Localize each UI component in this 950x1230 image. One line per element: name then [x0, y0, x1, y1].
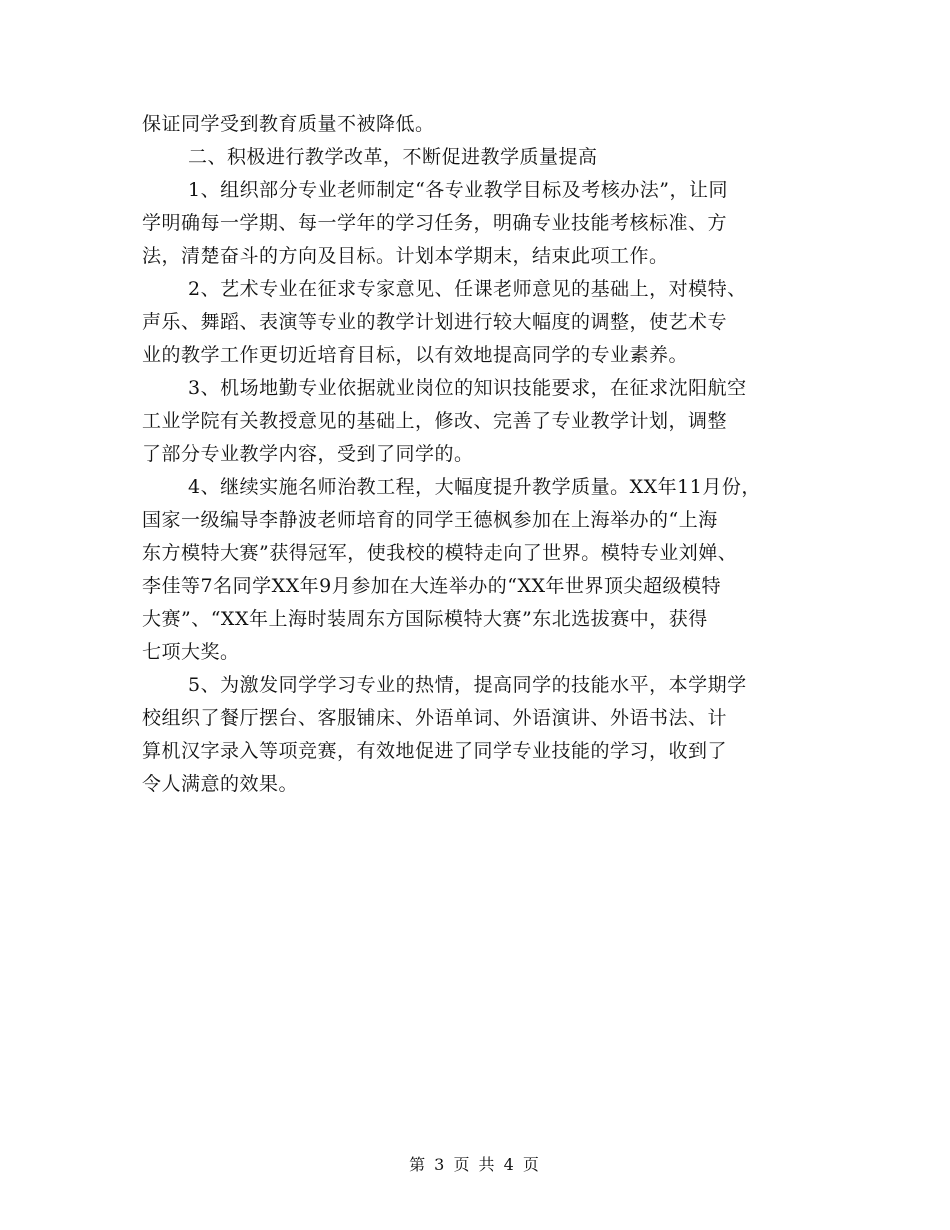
text-line: 4、继续实施名师治教工程，大幅度提升教学质量。XX年11月份，: [188, 476, 761, 498]
text-line: 算机汉字录入等项竞赛，有效地促进了同学专业技能的学习，收到了: [142, 740, 728, 762]
document-body: [142, 108, 807, 801]
text-line: 七项大奖。: [142, 641, 240, 663]
text-line: 学明确每一学期、每一学年的学习任务，明确专业技能考核标准、方: [142, 212, 728, 234]
text-line: 东方模特大赛”获得冠军，使我校的模特走向了世界。模特专业刘婵、: [142, 542, 738, 564]
text-line: 工业学院有关教授意见的基础上，修改、完善了专业教学计划，调整: [142, 410, 728, 432]
section-heading: 二、积极进行教学改革，不断促进教学质量提高: [188, 146, 598, 168]
text-line: 业的教学工作更切近培育目标，以有效地提高同学的专业素养。: [142, 344, 689, 366]
text-line: 令人满意的效果。: [142, 773, 299, 795]
text-line: 5、为激发同学学习专业的热情，提高同学的技能水平，本学期学: [188, 674, 747, 696]
text-line: 2、艺术专业在征求专家意见、任课老师意见的基础上，对模特、: [188, 278, 747, 300]
page-number-footer: 第 3 页 共 4 页: [409, 1155, 541, 1174]
text-line: 法，清楚奋斗的方向及目标。计划本学期末，结束此项工作。: [142, 245, 669, 267]
text-line: 3、机场地勤专业依据就业岗位的知识技能要求，在征求沈阳航空: [188, 377, 747, 399]
text-line: 声乐、舞蹈、表演等专业的教学计划进行较大幅度的调整，使艺术专: [142, 311, 728, 333]
text-line: 李佳等7名同学XX年9月参加在大连举办的“XX年世界顶尖超级模特: [142, 575, 721, 597]
text-line: 校组织了餐厅摆台、客服铺床、外语单词、外语演讲、外语书法、计: [142, 707, 728, 729]
text-line: 1、组织部分专业老师制定“各专业教学目标及考核办法”，让同: [188, 179, 729, 201]
text-line: 了部分专业教学内容，受到了同学的。: [142, 443, 474, 465]
text-line: 大赛”、“XX年上海时装周东方国际模特大赛”东北选拔赛中，获得: [142, 608, 708, 630]
text-line: 保证同学受到教育质量不被降低。: [142, 113, 435, 135]
text-line: 国家一级编导李静波老师培育的同学王德枫参加在上海举办的“上海: [142, 509, 718, 531]
